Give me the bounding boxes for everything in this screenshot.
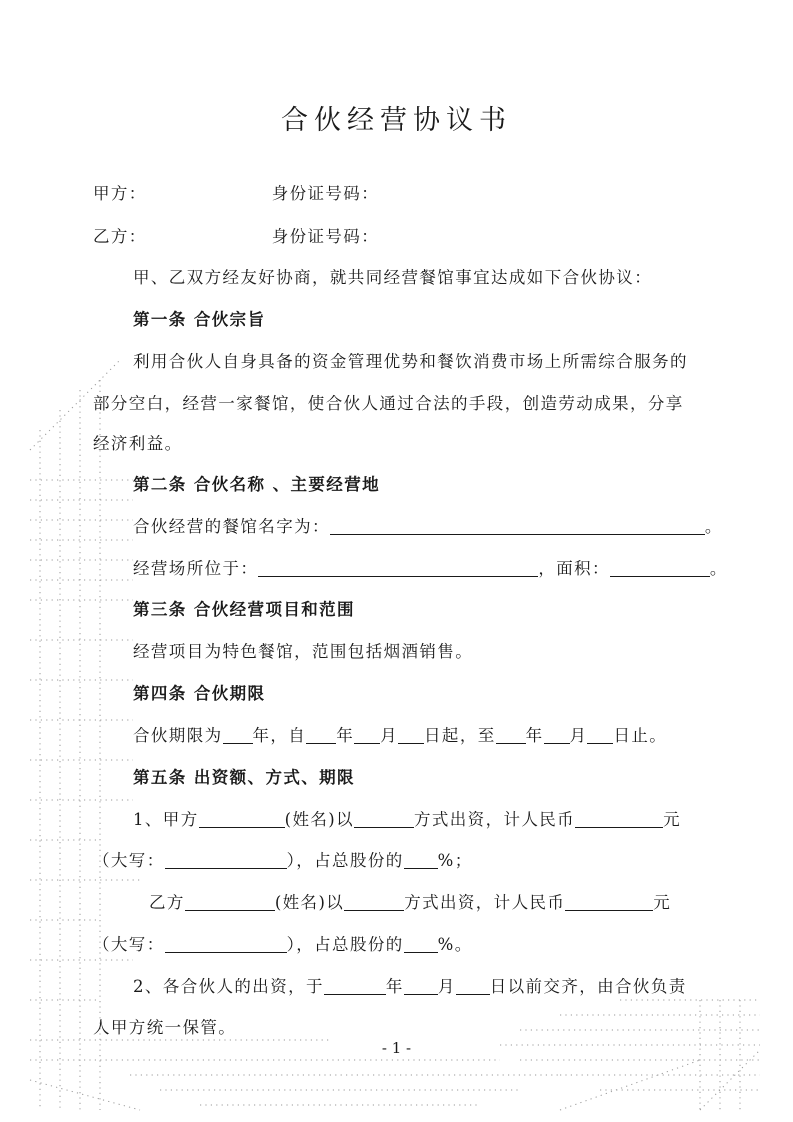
method-amount-label: 方式出资，计人民币 xyxy=(413,810,576,829)
article-5-party-b-capital-line xyxy=(93,931,473,955)
term-years-blank[interactable] xyxy=(223,727,253,744)
day-start-label: 日起，至 xyxy=(424,726,496,745)
name-by-label: (姓名)以 xyxy=(284,810,354,829)
party-a-amount-blank[interactable] xyxy=(575,811,663,828)
area-blank[interactable] xyxy=(610,560,710,577)
restaurant-name-label: 合伙经营的餐馆名字为： xyxy=(133,517,330,536)
party-b-amount-blank[interactable] xyxy=(565,894,653,911)
party-b-contribution-label: 乙方 xyxy=(149,893,185,912)
month-label: 月 xyxy=(437,977,456,996)
deadline-day-blank[interactable] xyxy=(456,978,490,995)
yuan-label: 元 xyxy=(653,893,672,912)
party-b-name-blank[interactable] xyxy=(185,894,275,911)
method-amount-label: 方式出资，计人民币 xyxy=(404,893,566,912)
article-3-heading: 第三条 合伙经营项目和范围 xyxy=(133,600,355,619)
article-1-text-line-3: 经济利益。 xyxy=(93,434,183,453)
intro-paragraph: 甲、乙双方经友好协商，就共同经营餐馆事宜达成如下合伙协议： xyxy=(133,268,653,287)
party-a-contribution-label: 1、甲方 xyxy=(133,810,199,829)
term-from-label: 年，自 xyxy=(252,726,307,745)
article-5-party-a-line xyxy=(133,806,681,830)
day-end-label: 日止。 xyxy=(613,726,668,745)
place-label: 经营场所位于： xyxy=(133,559,259,578)
area-label: ，面积： xyxy=(538,559,610,578)
restaurant-name-blank[interactable] xyxy=(330,518,705,535)
month-label: 月 xyxy=(569,726,588,745)
capital-label: （大写： xyxy=(93,851,165,870)
share-label: ），占总股份的 xyxy=(286,935,404,954)
party-a-method-blank[interactable] xyxy=(354,811,414,828)
end-day-blank[interactable] xyxy=(587,727,613,744)
article-1-text-line-2: 部分空白，经营一家餐馆，使合伙人通过合法的手段，创造劳动成果，分享 xyxy=(93,394,684,413)
period: 。 xyxy=(709,559,728,578)
name-by-label: (姓名)以 xyxy=(274,893,345,912)
article-1-text-line-1: 利用合伙人自身具备的资金管理优势和餐饮消费市场上所需综合服务的 xyxy=(133,352,688,371)
share-label: ），占总股份的 xyxy=(286,851,404,870)
page-number: - 1 - xyxy=(381,1039,412,1057)
percent-label: %。 xyxy=(437,935,473,954)
party-b-label: 乙方： xyxy=(93,227,147,246)
article-4-term-line xyxy=(133,722,667,746)
year-label: 年 xyxy=(336,726,355,745)
deadline-tail-label: 日以前交齐，由合伙负责 xyxy=(489,977,687,996)
article-5-heading: 第五条 出资额、方式、期限 xyxy=(133,768,355,787)
place-blank[interactable] xyxy=(258,560,538,577)
article-4-heading: 第四条 合伙期限 xyxy=(133,684,266,703)
article-5-party-b-line xyxy=(149,889,671,913)
party-a-capital-blank[interactable] xyxy=(165,852,287,869)
start-month-blank[interactable] xyxy=(354,727,380,744)
period: 。 xyxy=(704,517,723,536)
article-1-heading: 第一条 合伙宗旨 xyxy=(133,310,266,329)
party-a-id-label: 身份证号码： xyxy=(271,184,380,203)
document-title: 合伙经营协议书 xyxy=(281,105,512,136)
capital-label: （大写： xyxy=(93,935,165,954)
year-label: 年 xyxy=(525,726,544,745)
article-2-heading: 第二条 合伙名称 、主要经营地 xyxy=(133,475,380,494)
deadline-year-blank[interactable] xyxy=(324,978,386,995)
party-b-capital-blank[interactable] xyxy=(165,936,287,953)
deadline-label: 2、各合伙人的出资，于 xyxy=(133,977,324,996)
article-5-deadline-line xyxy=(133,973,687,997)
party-b-method-blank[interactable] xyxy=(344,894,404,911)
end-year-blank[interactable] xyxy=(496,727,526,744)
article-3-text: 经营项目为特色餐馆，范围包括烟酒销售。 xyxy=(133,642,474,661)
article-2-place-line xyxy=(133,555,728,579)
start-day-blank[interactable] xyxy=(398,727,424,744)
party-a-name-blank[interactable] xyxy=(199,811,285,828)
party-b-id-label: 身份证号码： xyxy=(271,227,380,246)
party-a-label: 甲方： xyxy=(93,184,147,203)
party-a-share-blank[interactable] xyxy=(404,852,438,869)
percent-label: %； xyxy=(437,851,473,870)
year-label: 年 xyxy=(385,977,404,996)
party-b-share-blank[interactable] xyxy=(404,936,438,953)
month-label: 月 xyxy=(380,726,399,745)
party-b-line xyxy=(93,223,379,247)
article-2-name-line xyxy=(133,513,723,537)
article-5-party-a-capital-line xyxy=(93,847,473,871)
article-5-deadline-line-2: 人甲方统一保管。 xyxy=(93,1018,237,1037)
deadline-month-blank[interactable] xyxy=(404,978,438,995)
term-label: 合伙期限为 xyxy=(133,726,223,745)
start-year-blank[interactable] xyxy=(306,727,336,744)
party-a-line xyxy=(93,180,379,204)
end-month-blank[interactable] xyxy=(544,727,570,744)
yuan-label: 元 xyxy=(663,810,681,829)
